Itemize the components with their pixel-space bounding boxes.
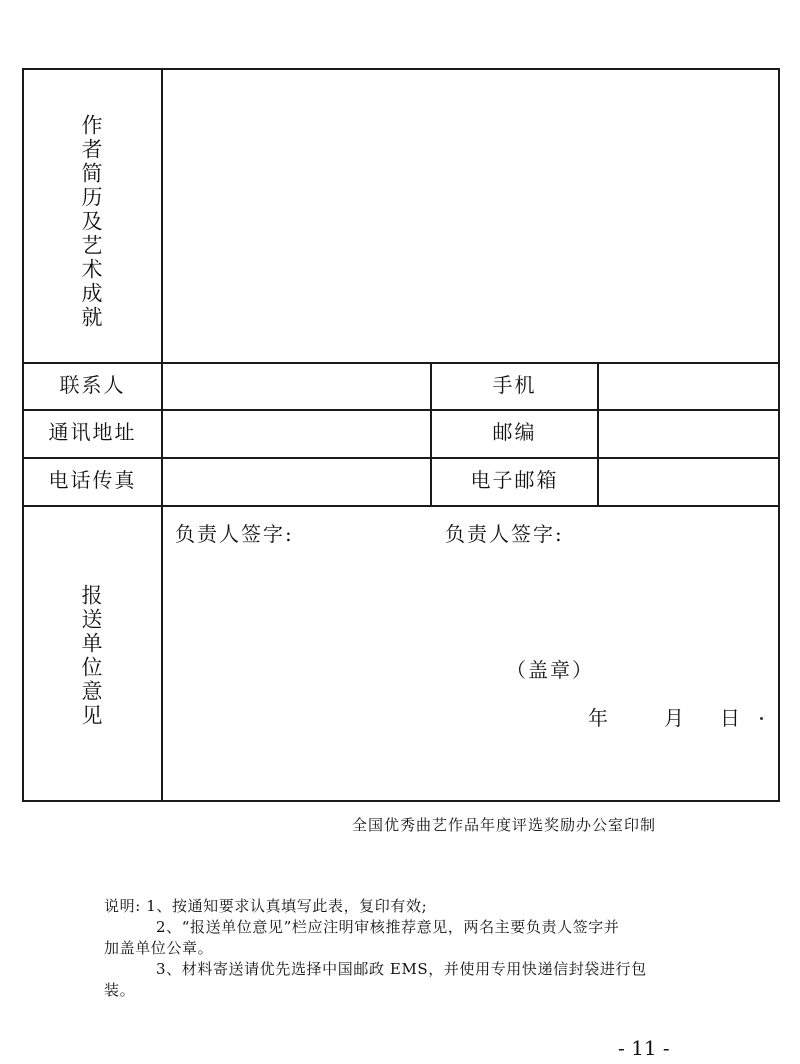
signature-label-1: 负责人签字: bbox=[175, 522, 294, 546]
address-label: 通讯地址 bbox=[48, 420, 137, 444]
opinion-field[interactable] bbox=[164, 507, 778, 800]
instructions bbox=[104, 896, 698, 1001]
email-field[interactable] bbox=[600, 459, 778, 505]
contact-rows-mid-divider-right bbox=[597, 362, 599, 505]
postcode-label: 邮编 bbox=[492, 420, 537, 444]
note-3b: 装。 bbox=[104, 981, 136, 999]
contact-person-field[interactable] bbox=[164, 364, 428, 409]
date-year-label: 年 bbox=[588, 706, 610, 730]
seal-label: （盖章） bbox=[506, 658, 594, 682]
contact-person-label: 联系人 bbox=[59, 373, 126, 397]
mobile-field[interactable] bbox=[600, 364, 778, 409]
ink-speck bbox=[760, 717, 763, 720]
date-month-label: 月 bbox=[664, 706, 686, 730]
note-2a: 2、“报送单位意见”栏应注明审核推荐意见，两名主要负责人签字并 bbox=[156, 918, 620, 936]
postcode-field[interactable] bbox=[600, 411, 778, 457]
issuer-credit: 全国优秀曲艺作品年度评选奖励办公室印制 bbox=[352, 816, 657, 834]
email-label: 电子邮箱 bbox=[470, 468, 559, 492]
opinion-label: 报送单位意见 bbox=[79, 584, 103, 728]
address-field[interactable] bbox=[164, 411, 428, 457]
phone-fax-field[interactable] bbox=[164, 459, 428, 505]
bio-field[interactable] bbox=[164, 70, 778, 362]
signature-label-2: 负责人签字: bbox=[445, 522, 564, 546]
phone-fax-label: 电话传真 bbox=[48, 468, 137, 492]
application-form-table bbox=[22, 68, 780, 802]
note-2b: 加盖单位公章。 bbox=[104, 939, 214, 957]
note-1: 说明: 1、按通知要求认真填写此表，复印有效; bbox=[104, 897, 428, 915]
date-day-label: 日 bbox=[720, 706, 742, 730]
mobile-label: 手机 bbox=[492, 373, 537, 397]
label-column-divider bbox=[161, 70, 163, 800]
bio-label: 作者简历及艺术成就 bbox=[79, 114, 103, 330]
note-3a: 3、材料寄送请优先选择中国邮政 EMS，并使用专用快递信封袋进行包 bbox=[156, 960, 647, 978]
page-number: - 11 - bbox=[618, 1036, 670, 1060]
